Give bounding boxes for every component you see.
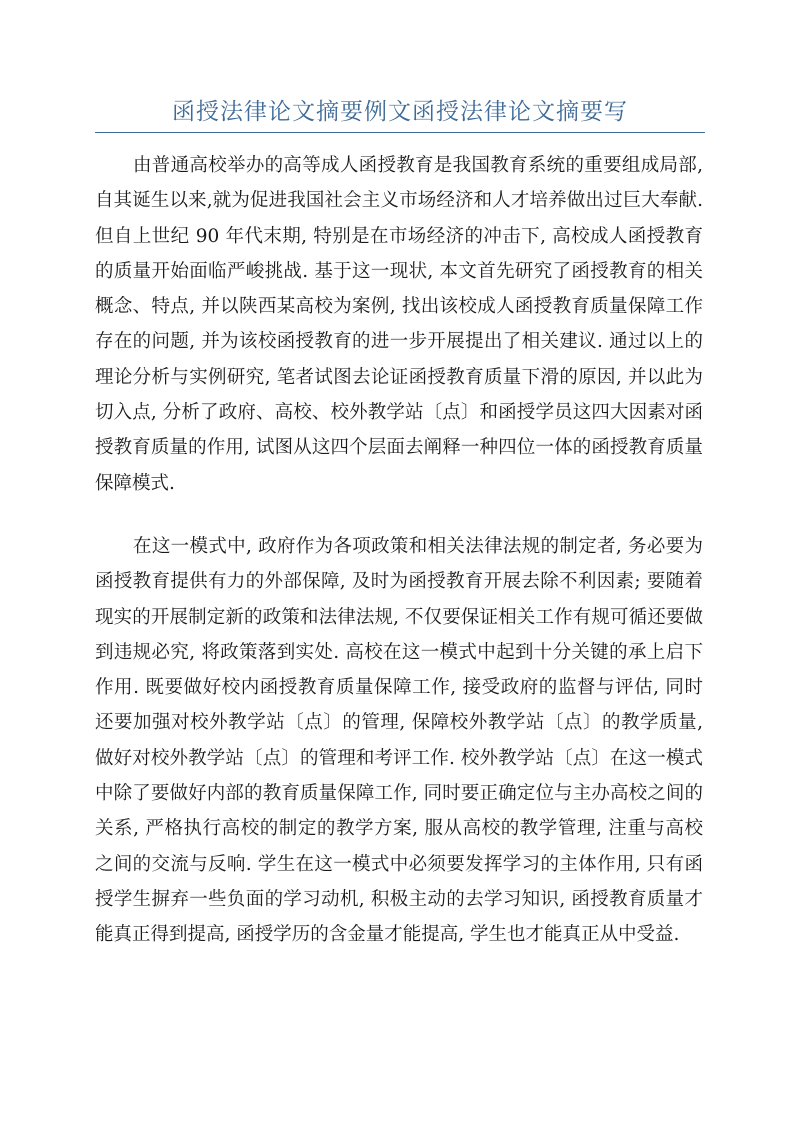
paragraph-1: 由普通高校举办的高等成人函授教育是我国教育系统的重要组成局部,自其诞生以来,就为促进我国社会主义市场经济和人才培养做出过巨大奉献. 但自上世纪 90 年代末期, 特别是在市场经济的冲击下, 高校成人函授教育的质量开始面临严峻挑战. 基于这一现状, 本文首先研究了函授教育的相关概念、特点, 并以陕西某高校为案例, 找出该校成人函授教育质量保障工作存在的问题, 并为该校函授教育的进一步开展提出了相关建议. 通过以上的理论分析与实例研究, 笔者试图去论证函授教育质量下滑的原因, 并以此为切入点, 分析了政府、高校、校外教学站〔点〕和函授学员这四大因素对函授教育质量的作用, 试图从这四个层面去阐释一种四位一体的函授教育质量保障模式. [95,155,703,494]
title-divider [95,132,705,133]
paragraph-2: 在这一模式中, 政府作为各项政策和相关法律法规的制定者, 务必要为函授教育提供有力的外部保障, 及时为函授教育开展去除不利因素; 要随着现实的开展制定新的政策和法律法规, 不仅要保证相关工作有规可循还要做到违规必究, 将政策落到实处. 高校在这一模式中起到十分关键的承上启下作用. 既要做好校内函授教育质量保障工作, 接受政府的监督与评估, 同时还要加强对校外教学站〔点〕的管理, 保障校外教学站〔点〕的教学质量, 做好对校外教学站〔点〕的管理和考评工作. 校外教学站〔点〕在这一模式中除了要做好内部的教育质量保障工作, 同时要正确定位与主办高校之间的关系, 严格执行高校的制定的教学方案, 服从高校的教学管理, 注重与高校之间的交流与反响. 学生在这一模式中必须要发挥学习的主体作用, 只有函授学生摒弃一些负面的学习动机, 积极主动的去学习知识, 函授教育质量才能真正得到提高, 函授学历的含金量才能提高, 学生也才能真正从中受益. [95,536,703,946]
document-title: 函授法律论文摘要例文函授法律论文摘要写 [172,99,628,125]
